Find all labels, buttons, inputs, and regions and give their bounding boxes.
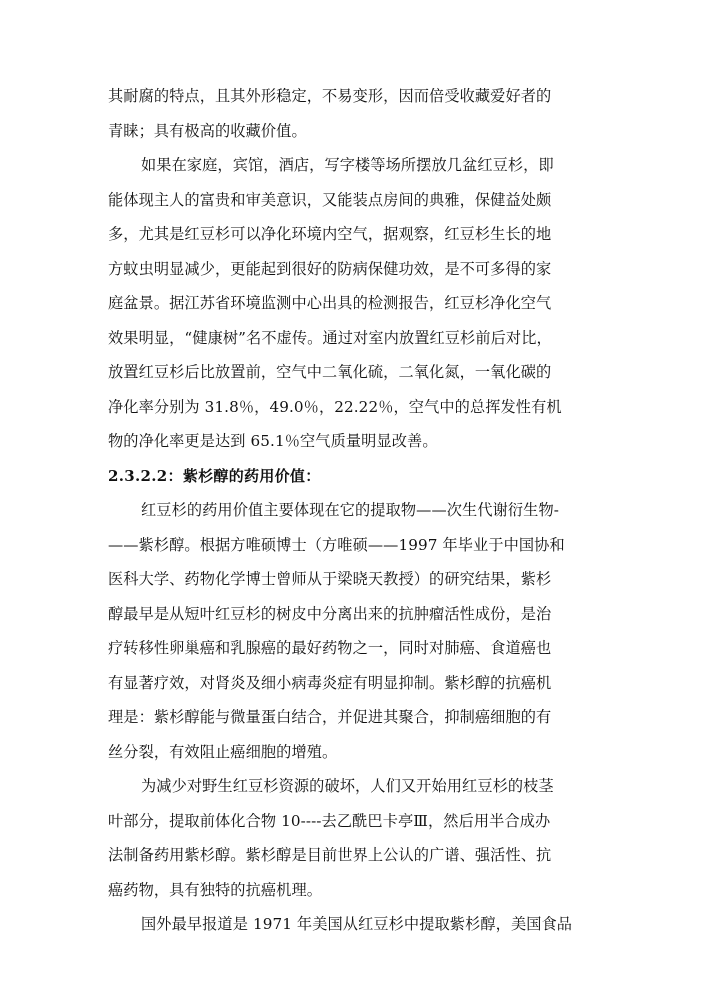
paragraph-start-line: 红豆杉的药用价值主要体现在它的提取物——次生代谢衍生物- bbox=[141, 501, 559, 519]
text-line: 医科大学、药物化学博士曾师从于梁晓天教授）的研究结果，紫杉 bbox=[108, 570, 552, 588]
text-line: 庭盆景。据江苏省环境监测中心出具的检测报告，红豆杉净化空气 bbox=[108, 294, 552, 312]
text-line: 癌药物，具有独特的抗癌机理。 bbox=[108, 881, 323, 899]
text-line: 醇最早是从短叶红豆杉的树皮中分离出来的抗肿瘤活性成份，是治 bbox=[108, 605, 552, 623]
text-line: 法制备药用紫杉醇。紫杉醇是目前世界上公认的广谱、强活性、抗 bbox=[108, 846, 552, 864]
text-line: 其耐腐的特点，且其外形稳定，不易变形，因而倍受收藏爱好者的 bbox=[108, 87, 552, 105]
text-line: 疗转移性卵巢癌和乳腺癌的最好药物之一，同时对肺癌、食道癌也 bbox=[108, 639, 552, 657]
text-line: 放置红豆杉后比放置前，空气中二氧化硫，二氧化氮，一氧化碳的 bbox=[108, 363, 552, 381]
text-line: 青睐；具有极高的收藏价值。 bbox=[108, 122, 307, 140]
text-line: 理是：紫杉醇能与微量蛋白结合，并促进其聚合，抑制癌细胞的有 bbox=[108, 708, 552, 726]
text-line: 叶部分，提取前体化合物 10----去乙酰巴卡亭Ⅲ，然后用半合成办 bbox=[108, 812, 551, 830]
text-line: 方蚊虫明显减少，更能起到很好的防病保健功效，是不可多得的家 bbox=[108, 260, 552, 278]
section-heading: 2.3.2.2：紫杉醇的药用价值： bbox=[108, 467, 321, 485]
text-line: 丝分裂，有效阻止癌细胞的增殖。 bbox=[108, 743, 338, 761]
text-line: 有显著疗效，对肾炎及细小病毒炎症有明显抑制。紫杉醇的抗癌机 bbox=[108, 674, 552, 692]
text-line: 能体现主人的富贵和审美意识，又能装点房间的典雅，保健益处颇 bbox=[108, 191, 552, 209]
paragraph-start-line: 如果在家庭，宾馆，酒店，写字楼等场所摆放几盆红豆杉，即 bbox=[141, 156, 554, 174]
text-line: 物的净化率更是达到 65.1％空气质量明显改善。 bbox=[108, 432, 438, 450]
paragraph-start-line: 为减少对野生红豆杉资源的破坏，人们又开始用红豆杉的枝茎 bbox=[141, 777, 554, 795]
text-line: 多，尤其是红豆杉可以净化环境内空气，据观察，红豆杉生长的地 bbox=[108, 225, 552, 243]
paragraph-start-line: 国外最早报道是 1971 年美国从红豆杉中提取紫杉醇，美国食品 bbox=[141, 915, 573, 933]
text-line: 效果明显，“健康树”名不虚传。通过对室内放置红豆杉前后对比， bbox=[108, 329, 552, 347]
text-line: 净化率分别为 31.8％，49.0％，22.22％，空气中的总挥发性有机 bbox=[108, 398, 562, 416]
text-line: ——紫杉醇。根据方唯硕博士（方唯硕——1997 年毕业于中国协和 bbox=[108, 536, 565, 554]
